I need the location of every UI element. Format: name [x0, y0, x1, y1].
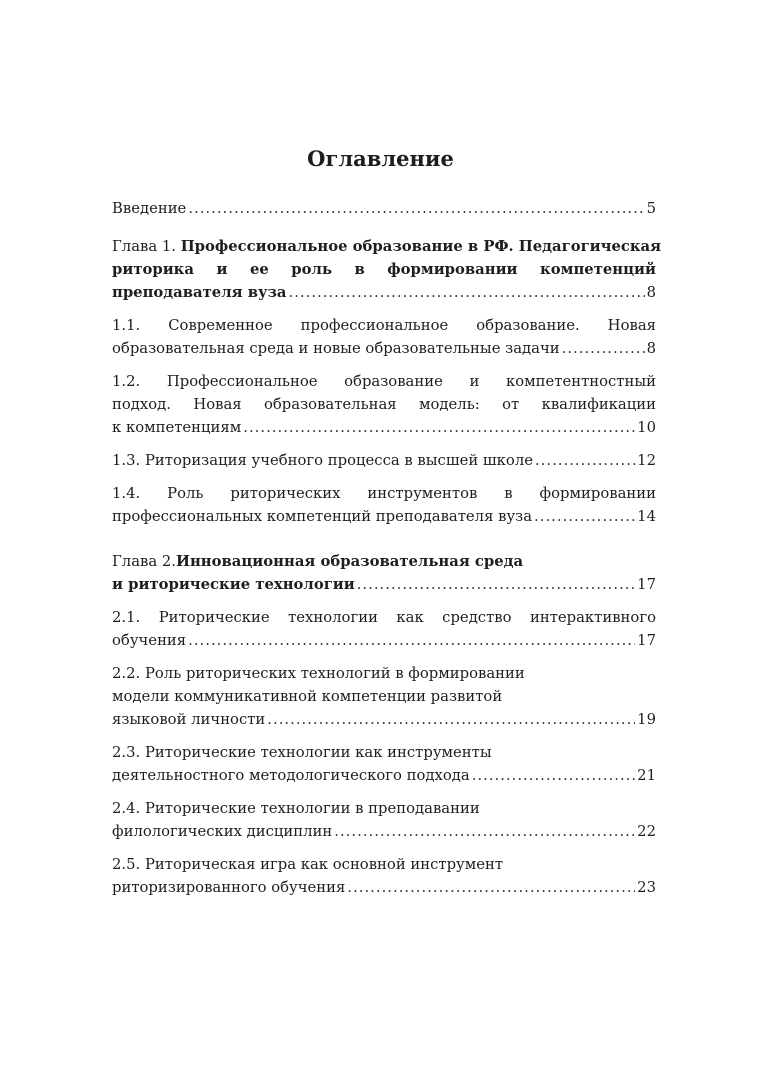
entry-text: деятельностного методологического подхода: [112, 767, 470, 784]
entry-text: модели коммуникативной компетенции развитой: [112, 688, 503, 705]
dot-leader: [267, 708, 635, 731]
entry-text: 1.4. Роль риторических инструментов в формировании: [112, 485, 656, 502]
dot-leader: [562, 337, 645, 360]
dot-leader: [334, 820, 635, 843]
entry-text: 2.4. Риторические технологии в преподавании: [112, 800, 480, 817]
dot-leader: [535, 449, 635, 472]
entry-text: 2.3. Риторические технологии как инструменты: [112, 744, 492, 761]
toc-entry-2-4[interactable]: [112, 797, 656, 843]
page-number: 17: [637, 576, 656, 593]
toc-entry-1-4[interactable]: [112, 482, 656, 528]
toc-title: Оглавление: [307, 146, 454, 171]
entry-text: 1.2. Профессиональное образование и компетентностный: [112, 373, 656, 390]
page-number: 8: [646, 284, 656, 301]
entry-text: 2.1. Риторические технологии как средство интерактивного: [112, 609, 656, 626]
page-number: 19: [637, 711, 656, 728]
entry-text: Введение: [112, 200, 187, 217]
table-of-contents: [112, 197, 662, 899]
entry-text: образовательная среда и новые образовательные задачи: [112, 340, 560, 357]
entry-text: языковой личности: [112, 711, 266, 728]
entry-text: 1.3. Риторизация учебного процесса в высшей школе: [112, 452, 533, 469]
entry-text: к компетенциям: [112, 419, 242, 436]
chapter-label: Глава 1.: [112, 238, 181, 255]
toc-entry-2-2[interactable]: [112, 662, 656, 731]
toc-entry-chapter-2[interactable]: [112, 550, 656, 596]
toc-entry-2-5[interactable]: [112, 853, 656, 899]
entry-text: 2.2. Роль риторических технологий в формировании: [112, 665, 525, 682]
chapter-title-line: риторика и ее роль в формировании компетенций: [112, 261, 656, 278]
toc-entry-1-2[interactable]: [112, 370, 656, 439]
chapter-label: Глава 2.: [112, 553, 176, 570]
toc-entry-2-3[interactable]: [112, 741, 656, 787]
toc-entry-2-1[interactable]: [112, 606, 656, 652]
page-number: 21: [637, 767, 656, 784]
page-number: 10: [637, 419, 656, 436]
dot-leader: [357, 573, 635, 596]
page-number: 8: [646, 340, 656, 357]
entry-text: 1.1. Современное профессиональное образование. Новая: [112, 317, 656, 334]
toc-entry-chapter-1[interactable]: [112, 235, 662, 304]
dot-leader: [472, 764, 635, 787]
chapter-title-line: Профессиональное образование в РФ. Педагогическая: [180, 238, 662, 255]
chapter-title-line: Инновационная образовательная среда: [176, 553, 524, 570]
entry-text: обучения: [112, 632, 187, 649]
entry-text: риторизированного обучения: [112, 879, 346, 896]
page-number: 22: [637, 823, 656, 840]
toc-entry-1-3[interactable]: [112, 449, 656, 472]
dot-leader: [289, 281, 645, 304]
page-number: 14: [637, 508, 656, 525]
entry-text: 2.5. Риторическая игра как основной инструмент: [112, 856, 504, 873]
entry-text: филологических дисциплин: [112, 823, 333, 840]
dot-leader: [188, 197, 644, 220]
entry-text: профессиональных компетенций преподавателя вуза: [112, 508, 533, 525]
dot-leader: [243, 416, 635, 439]
dot-leader: [347, 876, 635, 899]
chapter-title-line: преподавателя вуза: [112, 284, 287, 301]
dot-leader: [534, 505, 635, 528]
page-number: 5: [646, 200, 656, 217]
toc-entry-1-1[interactable]: [112, 314, 656, 360]
entry-text: подход. Новая образовательная модель: от квалификации: [112, 396, 656, 413]
chapter-title-line: и риторические технологии: [112, 576, 355, 593]
page-number: 17: [637, 632, 656, 649]
toc-entry-introduction[interactable]: [112, 197, 656, 220]
dot-leader: [188, 629, 635, 652]
page-number: 12: [637, 452, 656, 469]
page-number: 23: [637, 879, 656, 896]
